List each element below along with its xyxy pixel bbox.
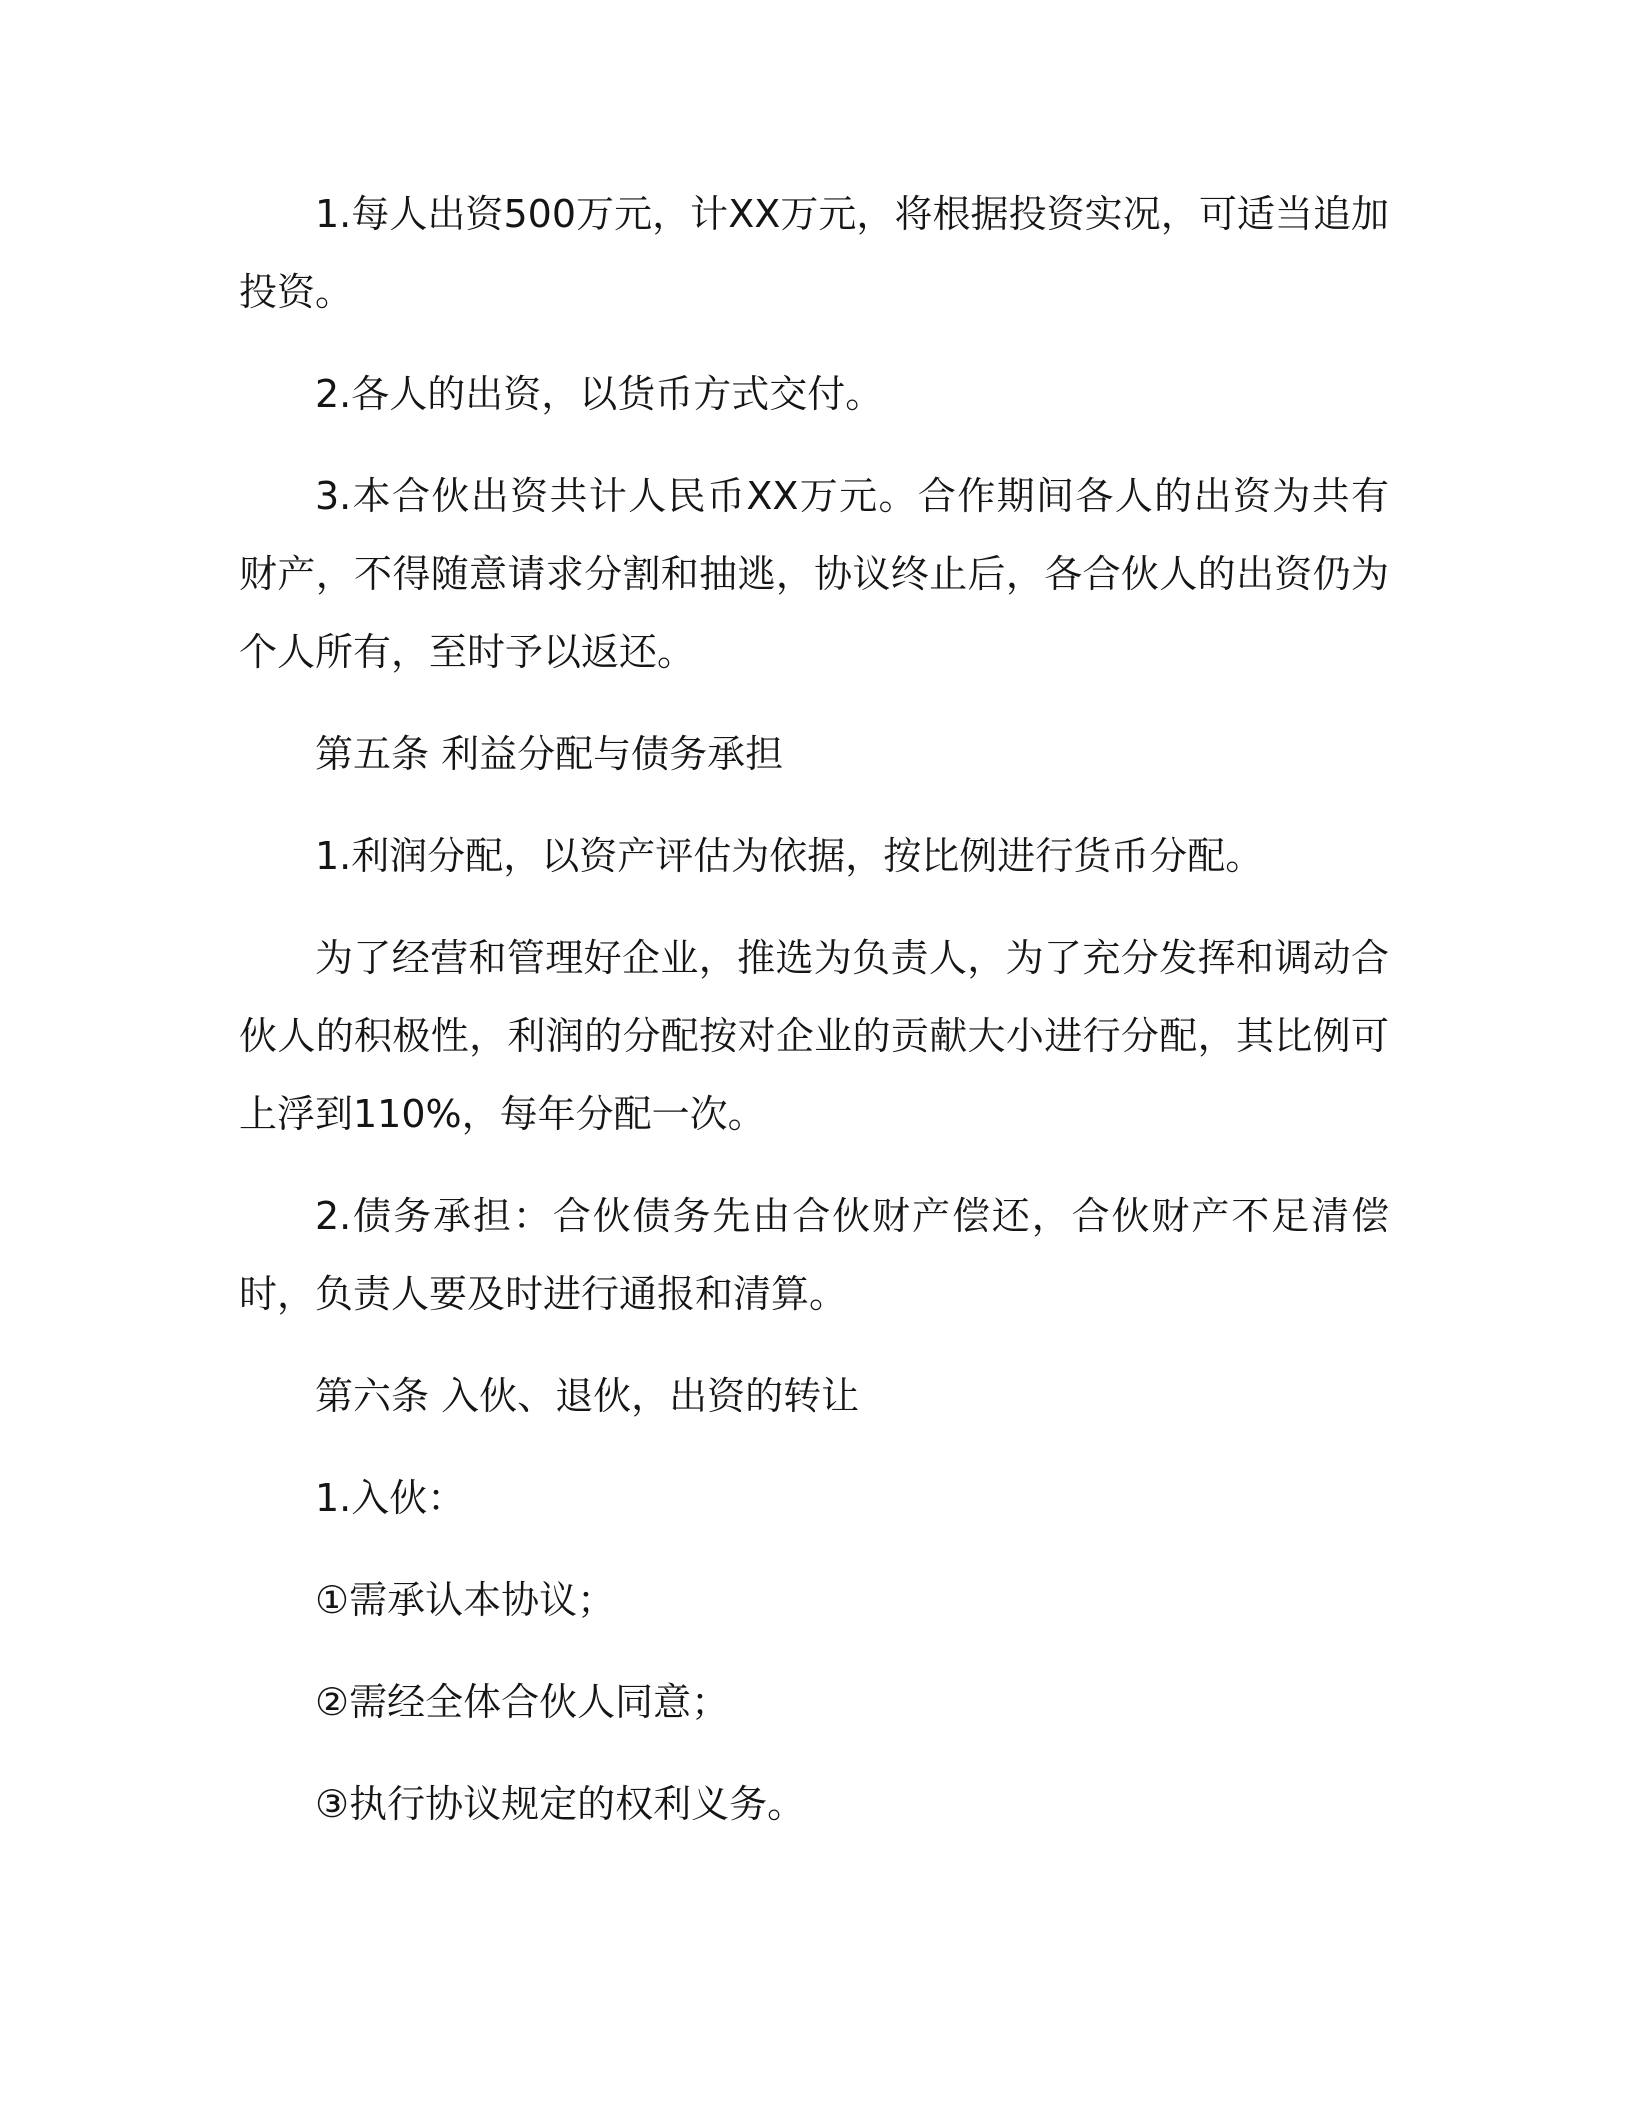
paragraph-capital-contribution: 1.每人出资500万元，计XX万元，将根据投资实况，可适当追加投资。 <box>239 192 1389 314</box>
list-item-2: ②需经全体合伙人同意； <box>315 1680 730 1724</box>
document-body <box>239 175 1389 1867</box>
paragraph-profit-distribution: 1.利润分配，以资产评估为依据，按比例进行货币分配。 <box>315 834 1264 878</box>
paragraph-payment-method: 2.各人的出资，以货币方式交付。 <box>315 372 884 416</box>
section-heading-article-6: 第六条 入伙、退伙，出资的转让 <box>315 1374 860 1418</box>
paragraph-debt-bearing: 2.债务承担：合伙债务先由合伙财产偿还，合伙财产不足清偿时，负责人要及时进行通报和清算。 <box>239 1194 1389 1316</box>
list-item-1: ①需承认本协议； <box>315 1578 616 1622</box>
list-title-joining: 1.入伙： <box>315 1476 466 1520</box>
section-heading-article-5: 第五条 利益分配与债务承担 <box>315 732 784 776</box>
paragraph-distribution-ratio: 为了经营和管理好企业，推选为负责人，为了充分发挥和调动合伙人的积极性，利润的分配按对企业的贡献大小进行分配，其比例可上浮到110%，每年分配一次。 <box>239 936 1389 1136</box>
list-item-3: ③执行协议规定的权利义务。 <box>315 1782 806 1826</box>
paragraph-joint-property: 3.本合伙出资共计人民币XX万元。合作期间各人的出资为共有财产，不得随意请求分割和抽逃，协议终止后，各合伙人的出资仍为个人所有，至时予以返还。 <box>239 474 1389 674</box>
